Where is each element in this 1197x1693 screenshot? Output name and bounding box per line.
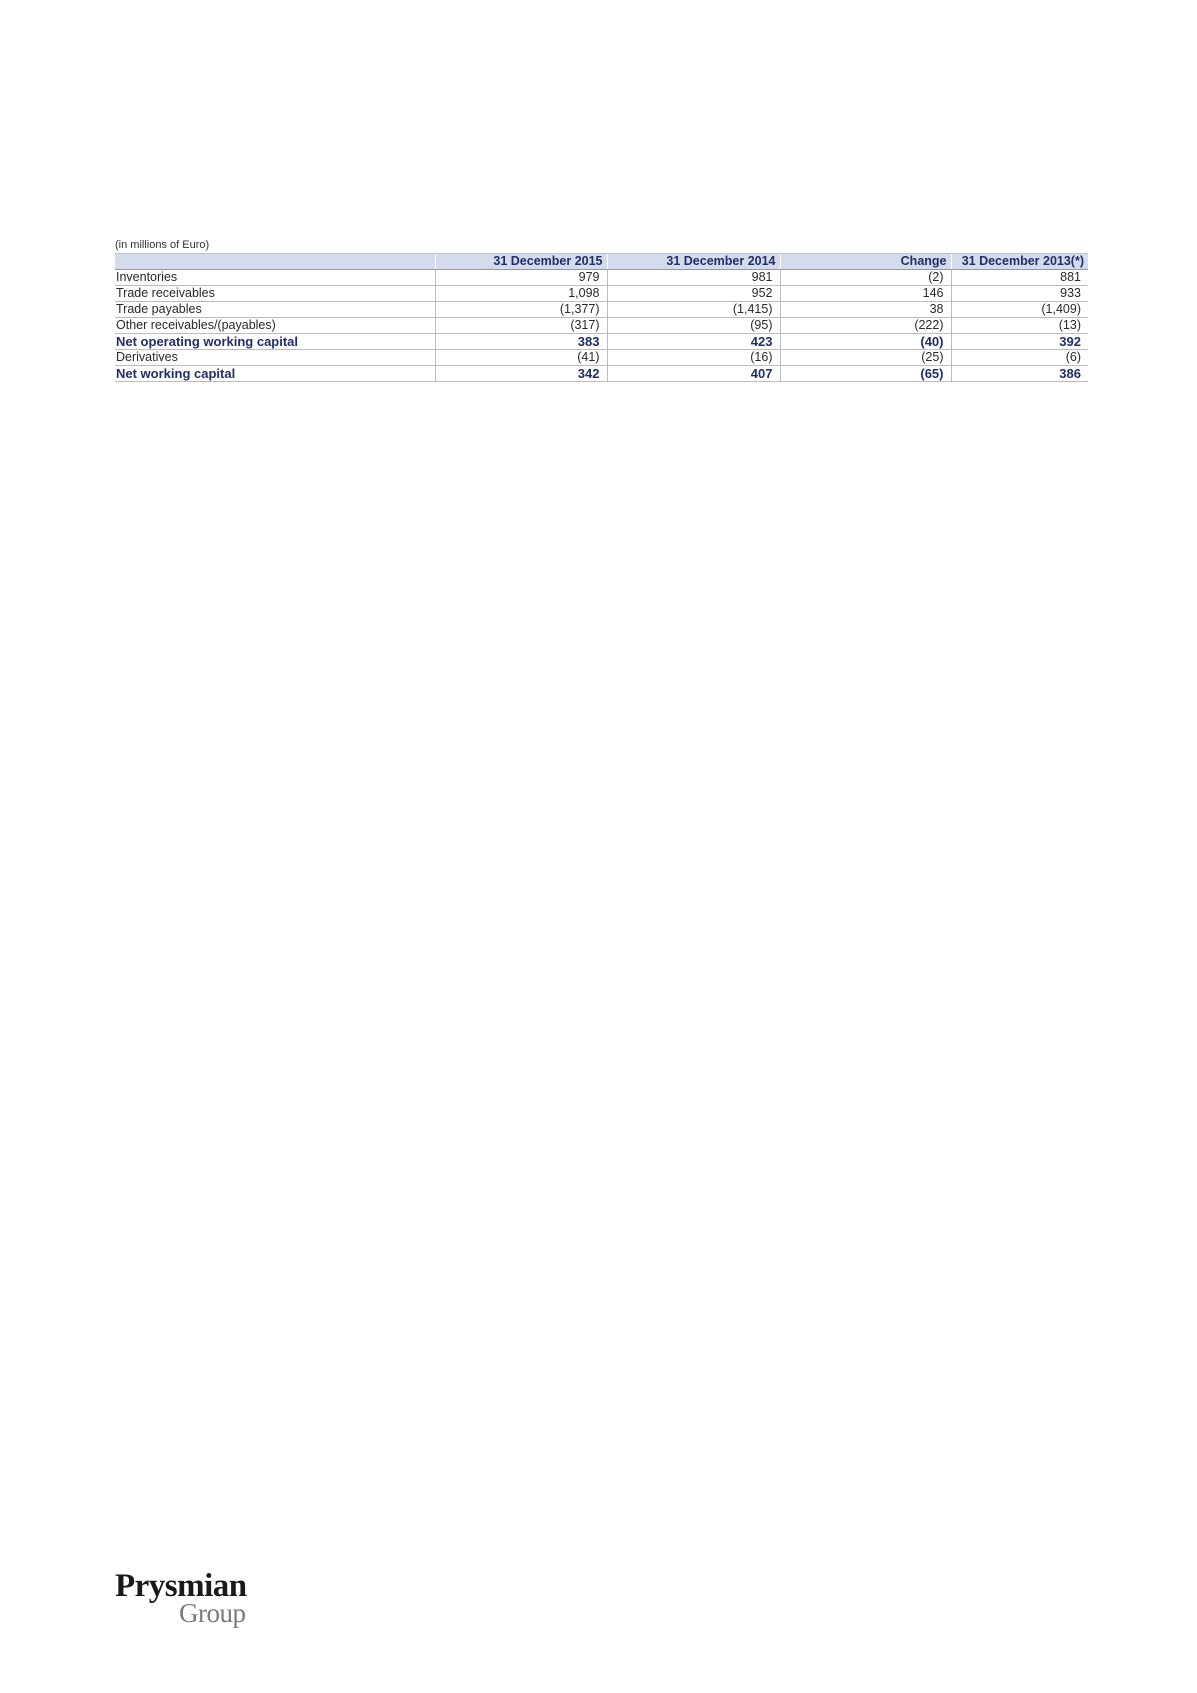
header-change: Change <box>780 254 951 270</box>
row-label: Trade payables <box>115 302 435 318</box>
cell-change: 146 <box>780 286 951 302</box>
cell-change: 38 <box>780 302 951 318</box>
row-label: Derivatives <box>115 350 435 366</box>
prysmian-group-logo <box>115 1568 265 1630</box>
table-row-derivatives <box>115 350 1088 366</box>
cell-2014: 423 <box>607 334 780 350</box>
table-row-trade-receivables <box>115 286 1088 302</box>
cell-change: (40) <box>780 334 951 350</box>
cell-change: (222) <box>780 318 951 334</box>
table-header-row <box>115 254 1088 270</box>
cell-2013: 386 <box>951 366 1088 382</box>
cell-change: (25) <box>780 350 951 366</box>
header-31-december-2013: 31 December 2013(*) <box>951 254 1088 270</box>
working-capital-table-section <box>115 238 1088 382</box>
header-label-column <box>115 254 435 270</box>
header-31-december-2015: 31 December 2015 <box>435 254 607 270</box>
header-31-december-2014: 31 December 2014 <box>607 254 780 270</box>
cell-2015: (41) <box>435 350 607 366</box>
table-row-net-operating-working-capital <box>115 334 1088 350</box>
cell-2013: 392 <box>951 334 1088 350</box>
logo-sub-text: Group <box>179 1598 246 1628</box>
unit-caption: (in millions of Euro) <box>115 239 210 251</box>
row-label: Other receivables/(payables) <box>115 318 435 334</box>
cell-2014: (16) <box>607 350 780 366</box>
cell-2015: 979 <box>435 270 607 286</box>
cell-2014: (95) <box>607 318 780 334</box>
cell-2014: 407 <box>607 366 780 382</box>
cell-change: (65) <box>780 366 951 382</box>
cell-2015: (317) <box>435 318 607 334</box>
table-row-net-working-capital <box>115 366 1088 382</box>
row-label: Trade receivables <box>115 286 435 302</box>
row-label: Net working capital <box>115 366 435 382</box>
cell-2014: (1,415) <box>607 302 780 318</box>
cell-change: (2) <box>780 270 951 286</box>
cell-2015: 383 <box>435 334 607 350</box>
cell-2014: 952 <box>607 286 780 302</box>
table-row-inventories <box>115 270 1088 286</box>
table-row-trade-payables <box>115 302 1088 318</box>
row-label: Net operating working capital <box>115 334 435 350</box>
net-working-capital-table <box>115 253 1088 382</box>
cell-2014: 981 <box>607 270 780 286</box>
cell-2015: (1,377) <box>435 302 607 318</box>
cell-2013: (6) <box>951 350 1088 366</box>
logo-main-text: Prysmian <box>115 1568 247 1604</box>
cell-2013: 881 <box>951 270 1088 286</box>
row-label: Inventories <box>115 270 435 286</box>
cell-2015: 342 <box>435 366 607 382</box>
table-row-other-receivables-payables <box>115 318 1088 334</box>
cell-2013: (13) <box>951 318 1088 334</box>
cell-2015: 1,098 <box>435 286 607 302</box>
cell-2013: 933 <box>951 286 1088 302</box>
cell-2013: (1,409) <box>951 302 1088 318</box>
